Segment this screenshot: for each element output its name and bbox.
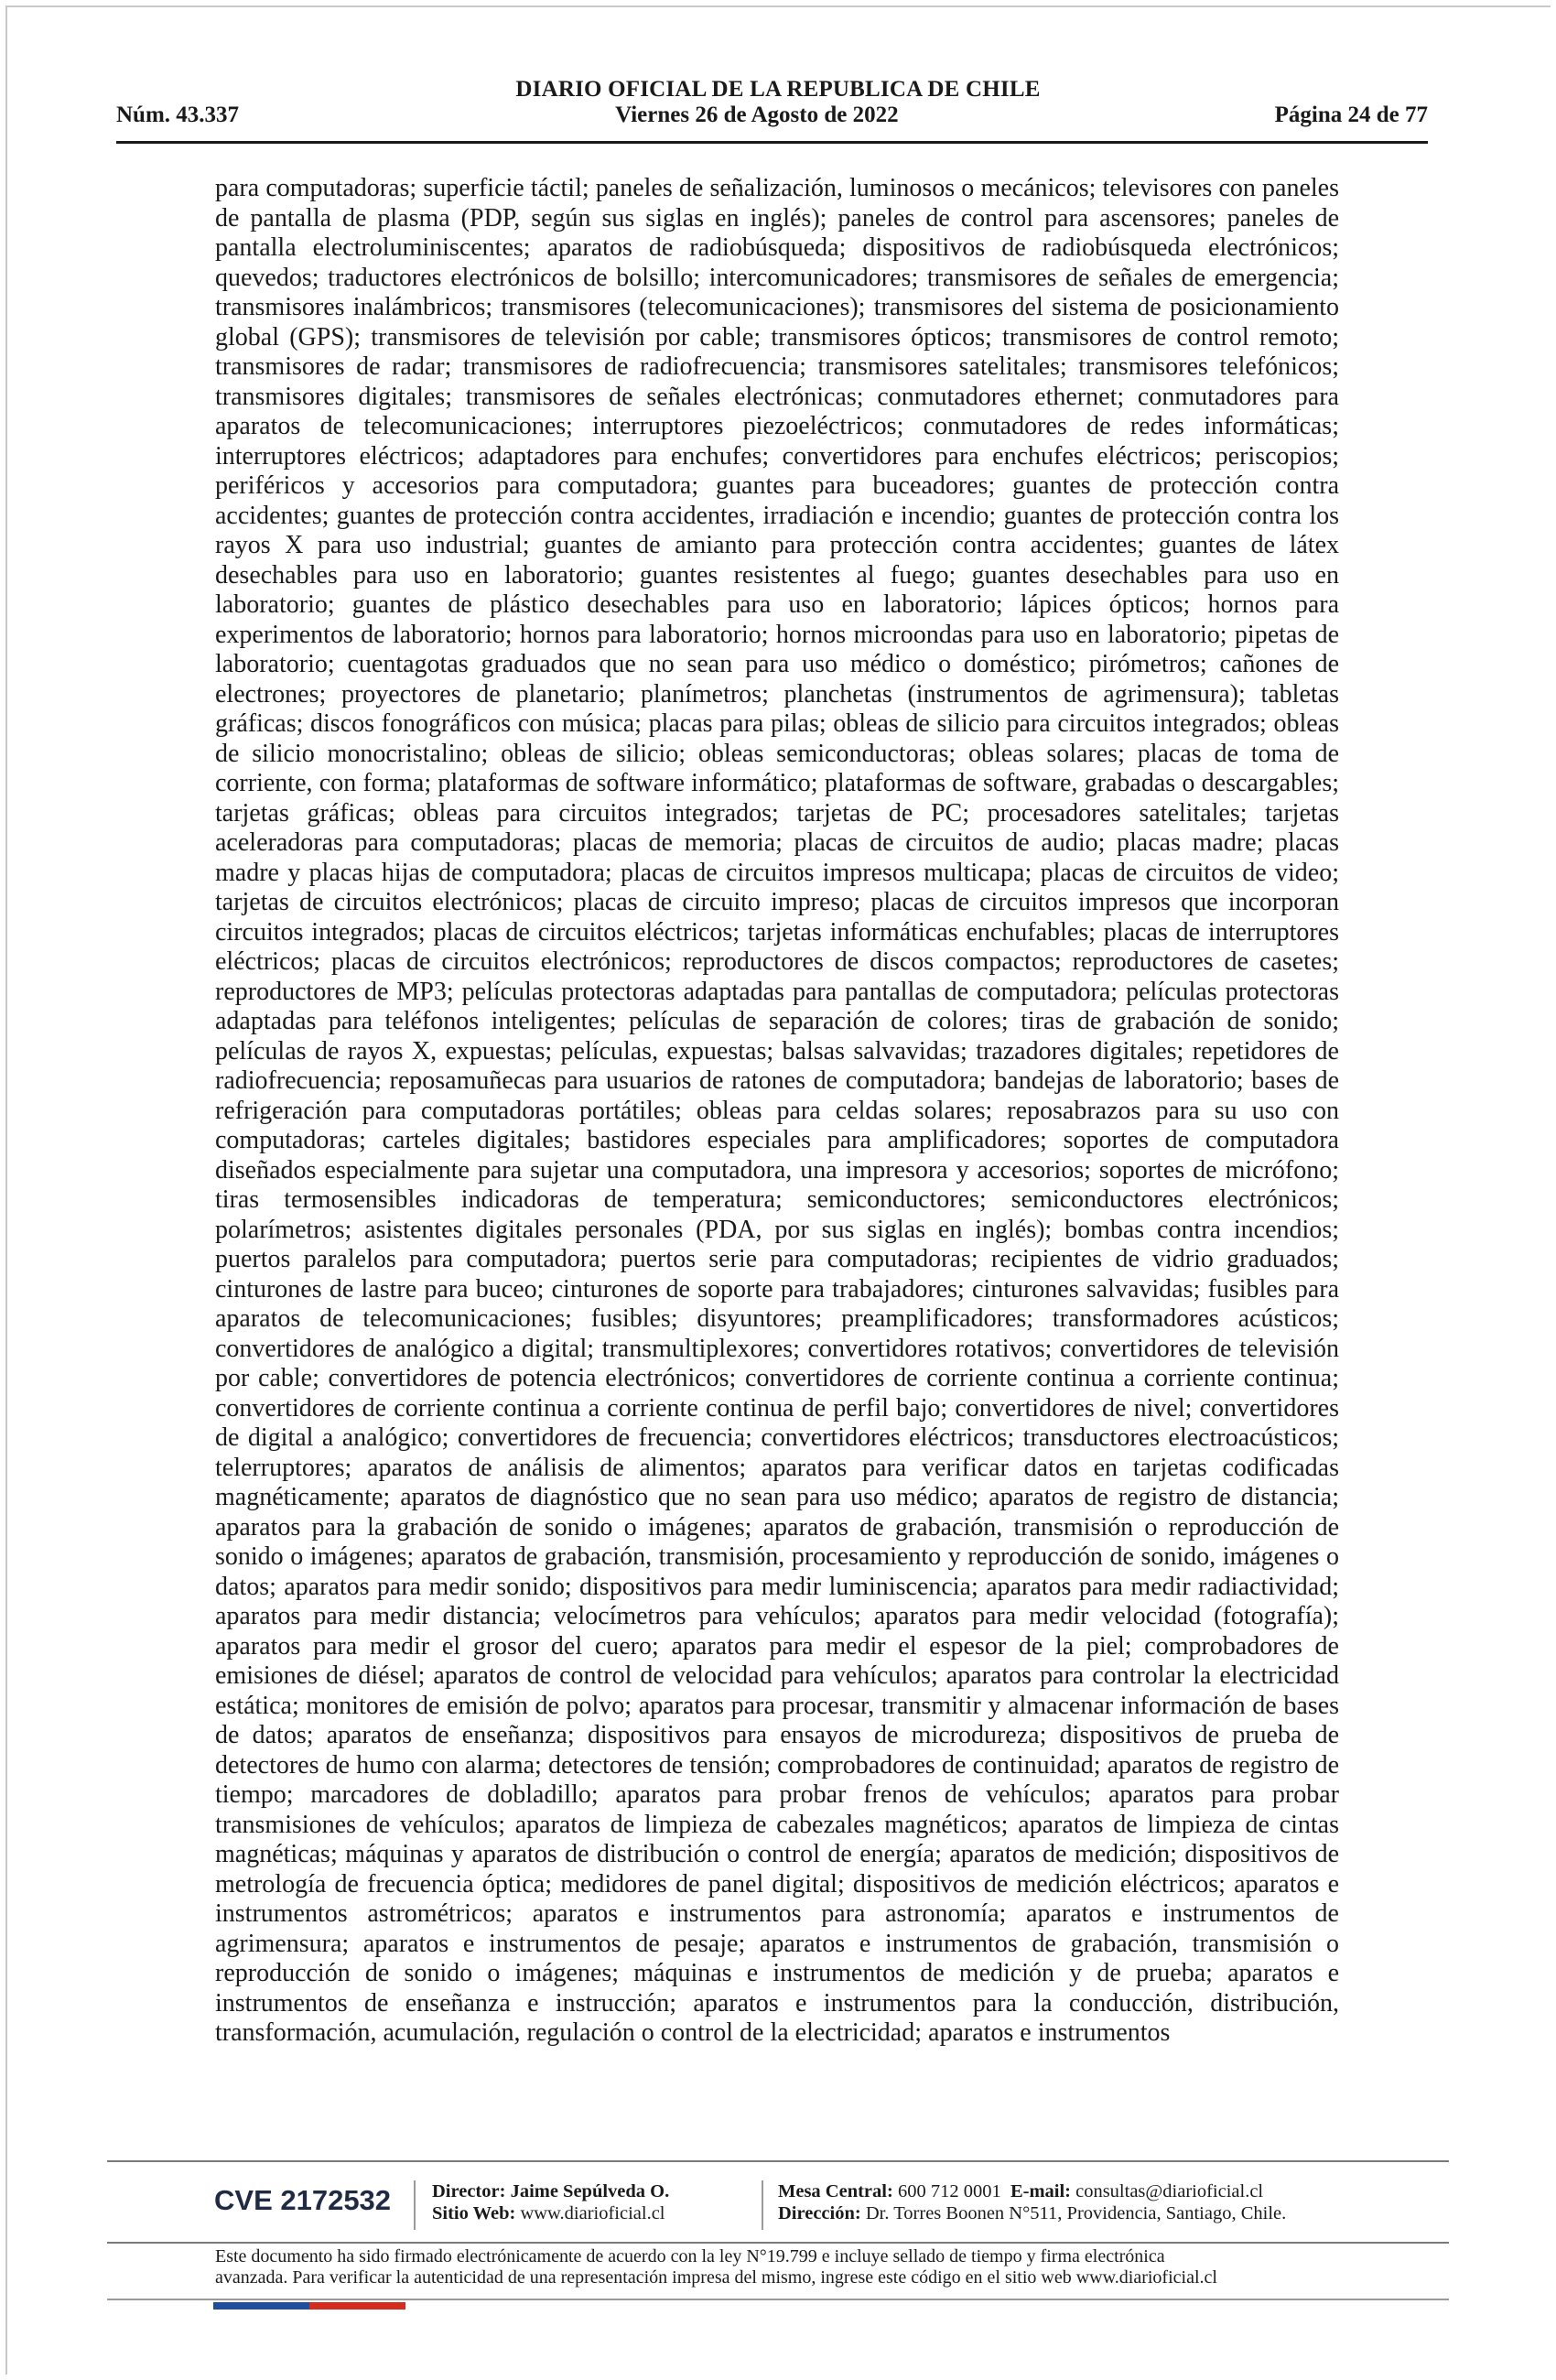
legal-notice-line: Este documento ha sido firmado electrónicamente de acuerdo con la ley N°19.799 e incluye sellado de tiempo y firma electrónica [215,2246,1165,2266]
issue-number: Núm. 43.337 [116,103,240,127]
phone-number: 600 712 0001 [897,2181,1001,2202]
header-row [116,103,1428,128]
flag-red-segment [309,2302,405,2310]
legal-notice-line: avanzada. Para verificar la autenticidad de una representación impresa del mismo, ingrese este código en el sitio web www.diarioficial.cl [215,2267,1217,2288]
footer-director-column [432,2180,669,2224]
footer-info [211,2177,1419,2235]
footer-divider-top [107,2160,1449,2162]
body-paragraph: para computadoras; superficie táctil; paneles de señalización, luminosos o mecánicos; televisores con paneles de pantalla de plasma (PDP, según sus siglas en inglés); paneles de control para ascensores; paneles de pantalla electroluminiscentes; aparatos de radiobúsqueda; dispositivos de radiobúsqueda electrónicos; quevedos; traductores electrónicos de bolsillo; intercomunicadores; transmisores de señales de emergencia; transmisores inalámbricos; transmisores (telecomunicaciones); transmisores del sistema de posicionamiento global (GPS); transmisores de televisión por cable; transmisores ópticos; transmisores de control remoto; transmisores de radar; transmisores de radiofrecuencia; transmisores satelitales; transmisores telefónicos; transmisores digitales; transmisores de señales electrónicas; conmutadores ethernet; conmutadores para aparatos de telecomunicaciones; interruptores piezoeléctricos; conmutadores de redes informáticas; interruptores eléctricos; adaptadores para enchufes; convertidores para enchufes eléctricos; periscopios; periféricos y accesorios para computadora; guantes para buceadores; guantes de protección contra accidentes; guantes de protección contra accidentes, irradiación e incendio; guantes de protección contra los rayos X para uso industrial; guantes de amianto para protección contra accidentes; guantes de látex desechables para uso en laboratorio; guantes resistentes al fuego; guantes desechables para uso en laboratorio; guantes de plástico desechables para uso en laboratorio; lápices ópticos; hornos para experimentos de laboratorio; hornos para laboratorio; hornos microondas para uso en laboratorio; pipetas de laboratorio; cuentagotas graduados que no sean para uso médico o doméstico; pirómetros; cañones de electrones; proyectores de planetario; planímetros; planchetas (instrumentos de agrimensura); tabletas gráficas; discos fonográficos con música; placas para pilas; obleas de silicio para circuitos integrados; obleas de silicio monocristalino; obleas de silicio; obleas semiconductoras; obleas solares; placas de toma de corriente, con forma; plataformas de software informático; plataformas de software, grabadas o descargables; tarjetas gráficas; obleas para circuitos integrados; tarjetas de PC; procesadores satelitales; tarjetas aceleradoras para computadoras; placas de memoria; placas de circuitos de audio; placas madre; placas madre y placas hijas de computadora; placas de circuitos impresos multicapa; placas de circuitos de video; tarjetas de circuitos electrónicos; placas de circuito impreso; placas de circuitos impresos que incorporan circuitos integrados; placas de circuitos eléctricos; tarjetas informáticas enchufables; placas de interruptores eléctricos; placas de circuitos electrónicos; reproductores de discos compactos; reproductores de casetes; reproductores de MP3; películas protectoras adaptadas para pantallas de computadora; películas protectoras adaptadas para teléfonos inteligentes; películas de separación de colores; tiras de grabación de sonido; películas de rayos X, expuestas; películas, expuestas; balsas salvavidas; trazadores digitales; repetidores de radiofrecuencia; reposamuñecas para usuarios de ratones de computadora; bandejas de laboratorio; bases de refrigeración para computadoras portátiles; obleas para celdas solares; reposabrazos para su uso con computadoras; carteles digitales; bastidores especiales para amplificadores; soportes de computadora diseñados especialmente para sujetar una computadora, una impresora y accesorios; soportes de micrófono; tiras termosensibles indicadoras de temperatura; semiconductores; semiconductores electrónicos; polarímetros; asistentes digitales personales (PDA, por sus siglas en inglés); bombas contra incendios; puertos paralelos para computadora; puertos serie para computadoras; recipientes de vidrio graduados; cinturones de lastre para buceo; cinturones de soporte para trabajadores; cinturones salvavidas; fusibles para aparatos de telecomunicaciones; fusibles; disyuntores; preamplificadores; transformadores acústicos; convertidores de analógico a digital; transmultiplexores; convertidores rotativos; convertidores de televisión por cable; convertidores de potencia electrónicos; convertidores de corriente continua a corriente continua; convertidores de corriente continua a corriente continua de perfil bajo; convertidores de nivel; convertidores de digital a analógico; convertidores de frecuencia; convertidores eléctricos; transductores electroacústicos; telerruptores; aparatos de análisis de alimentos; aparatos para verificar datos en tarjetas codificadas magnéticamente; aparatos de diagnóstico que no sean para uso médico; aparatos de registro de distancia; aparatos para la grabación de sonido o imágenes; aparatos de grabación, transmisión o reproducción de sonido o imágenes; aparatos de grabación, transmisión, procesamiento y reproducción de sonido, imágenes o datos; aparatos para medir sonido; dispositivos para medir luminiscencia; aparatos para medir radiactividad; aparatos para medir distancia; velocímetros para vehículos; aparatos para medir velocidad (fotografía); aparatos para medir el grosor del cuero; aparatos para medir el espesor de la piel; comprobadores de emisiones de diésel; aparatos de control de velocidad para vehículos; aparatos para controlar la electricidad estática; monitores de emisión de polvo; aparatos para procesar, transmitir y almacenar información de bases de datos; aparatos de enseñanza; dispositivos para ensayos de microdureza; dispositivos de prueba de detectores de humo con alarma; detectores de tensión; comprobadores de continuidad; aparatos de registro de tiempo; marcadores de dobladillo; aparatos para probar frenos de vehículos; aparatos para probar transmisiones de vehículos; aparatos de limpieza de cabezales magnéticos; aparatos de limpieza de cintas magnéticas; máquinas y aparatos de distribución o control de energía; aparatos de medición; dispositivos de metrología de frecuencia óptica; medidores de panel digital; dispositivos de medición eléctricos; aparatos e instrumentos astrométricos; aparatos e instrumentos para astronomía; aparatos e instrumentos de agrimensura; aparatos e instrumentos de pesaje; aparatos e instrumentos de grabación, transmisión o reproducción de sonido o imágenes; máquinas e instrumentos de medición y de prueba; aparatos e instrumentos de enseñanza e instrucción; aparatos e instrumentos para la conducción, distribución, transformación, acumulación, regulación o control de la electricidad; aparatos e instrumentos [215,174,1339,2047]
phone-label: Mesa Central: [778,2181,893,2202]
address-label: Dirección: [778,2203,861,2223]
header-divider [116,141,1428,144]
publication-title: DIARIO OFICIAL DE LA REPUBLICA DE CHILE [515,77,1041,102]
email-link[interactable]: consultas@diarioficial.cl [1075,2181,1264,2202]
footer-separator [762,2180,763,2230]
footer-contact-column [778,2180,1286,2224]
director-name: Jaime Sepúlveda O. [510,2181,670,2202]
page-number: Página 24 de 77 [1274,103,1428,127]
cve-code: CVE 2172532 [214,2184,392,2216]
flag-stripe [213,2302,405,2310]
footer-separator [414,2180,416,2230]
address-text: Dr. Torres Boonen N°511, Providencia, Santiago, Chile. [865,2203,1287,2223]
footer-divider-middle [107,2242,1449,2244]
flag-blue-segment [213,2302,309,2310]
footer-divider-bottom [107,2299,1449,2300]
legal-notice [215,2246,1368,2288]
director-label: Director: [432,2181,506,2202]
website-label: Sitio Web: [432,2203,516,2223]
email-label: E-mail: [1010,2181,1071,2202]
issue-date: Viernes 26 de Agosto de 2022 [615,103,899,127]
website-link[interactable]: www.diarioficial.cl [520,2203,665,2223]
